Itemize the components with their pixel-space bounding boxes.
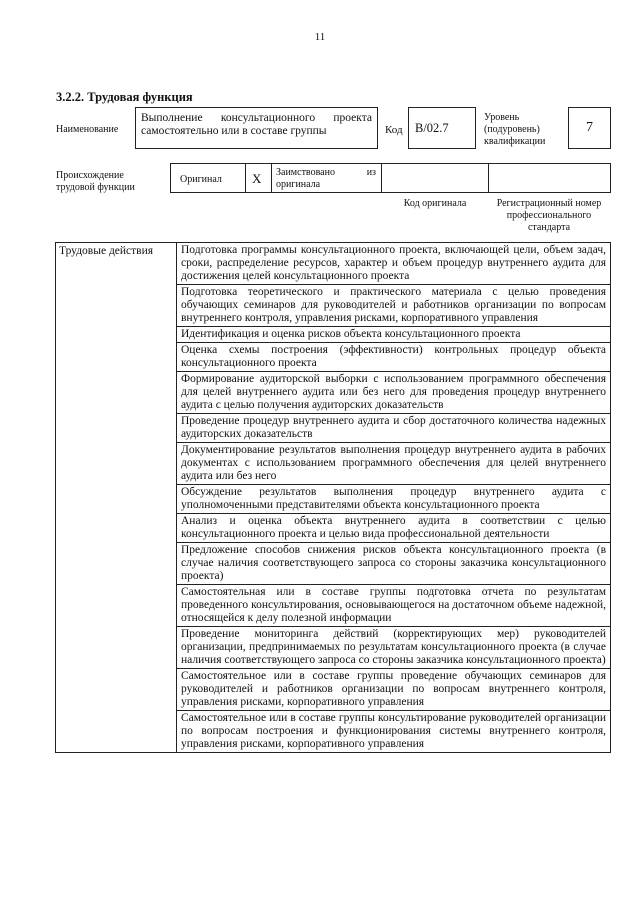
page-number: 11 xyxy=(314,31,326,43)
labour-actions-table xyxy=(55,242,611,753)
action-item: Проведение процедур внутреннего аудита и сбор достаточного количества надежных аудиторских доказательств xyxy=(177,414,611,443)
name-label: Наименование xyxy=(56,124,119,135)
action-item: Самостоятельное или в составе группы консультирование руководителей организации по вопросам построения и функционирования системы внутреннего контроля, управления рисками, корпоративного управления xyxy=(177,711,611,753)
action-item: Проведение мониторинга действий (корректирующих мер) руководителей организации, предпринимаемых по результатам консультационного проекта (в случае наличия соответствующего запроса со стороны заказчика консультационного проекта) xyxy=(177,627,611,669)
code-label: Код xyxy=(385,124,403,136)
origin-divider-3 xyxy=(381,163,382,193)
action-item: Анализ и оценка объекта внутреннего аудита в соответствии с целью консультационного проекта и целью вида профессиональной деятельности xyxy=(177,514,611,543)
code-value: B/02.7 xyxy=(415,121,449,135)
table-row xyxy=(56,243,611,285)
level-label: Уровень (подуровень) квалификации xyxy=(484,112,546,147)
action-item: Подготовка теоретического и практического материала с целью проведения обучающих семинаров для руководителей и работников организации по вопросам внутреннего контроля, управления рисками, корпоративного управления xyxy=(177,285,611,327)
actions-label: Трудовые действия xyxy=(56,243,177,753)
level-value: 7 xyxy=(586,120,593,135)
function-name: Выполнение консультационного проекта самостоятельно или в составе группы xyxy=(141,112,372,137)
borrowed-label: Заимствовано из оригинала xyxy=(276,167,376,190)
reg-number-caption: Регистрационный номер профессионального стандарта xyxy=(496,198,602,233)
origin-label: Происхождение трудовой функции xyxy=(56,170,135,193)
action-item: Самостоятельное или в составе группы проведение обучающих семинаров для руководителей и работников организации по вопросам внутреннего контроля, управления рисками, корпоративного управления xyxy=(177,669,611,711)
function-name-box xyxy=(135,107,378,149)
action-item: Формирование аудиторской выборки с использованием программного обеспечения для целей внутреннего аудита или без него для проведения процедур внутреннего аудита с целью получения аудиторских доказательств xyxy=(177,372,611,414)
action-item: Предложение способов снижения рисков объекта консультационного проекта (в случае наличия соответствующего запроса со стороны заказчика консультационного проекта) xyxy=(177,543,611,585)
action-item: Оценка схемы построения (эффективности) контрольных процедур объекта консультационного проекта xyxy=(177,343,611,372)
level-box xyxy=(568,107,611,149)
origin-divider-1 xyxy=(245,163,246,193)
origin-row xyxy=(170,163,611,193)
original-label: Оригинал xyxy=(180,174,222,185)
action-item: Идентификация и оценка рисков объекта консультационного проекта xyxy=(177,327,611,343)
section-title: 3.2.2. Трудовая функция xyxy=(56,90,193,104)
action-item: Документирование результатов выполнения процедур внутреннего аудита в рабочих документах с использованием программного обеспечения для целей внутреннего аудита или без него xyxy=(177,443,611,485)
origin-divider-2 xyxy=(271,163,272,193)
action-item: Обсуждение результатов выполнения процедур внутреннего аудита с уполномоченными представителями объекта консультационного проекта xyxy=(177,485,611,514)
action-item: Самостоятельная или в составе группы подготовка отчета по результатам проведенного консультирования, основывающегося на достаточном объеме надежной, относящейся к делу полезной информации xyxy=(177,585,611,627)
original-mark: X xyxy=(252,171,262,186)
action-item: Подготовка программы консультационного проекта, включающей цели, объем задач, сроки, распределение ресурсов, характер и объем процедур внутреннего аудита для достижения целей консультационного проекта xyxy=(177,243,611,285)
origin-divider-4 xyxy=(488,163,489,193)
code-original-caption: Код оригинала xyxy=(403,198,467,209)
code-box xyxy=(408,107,476,149)
